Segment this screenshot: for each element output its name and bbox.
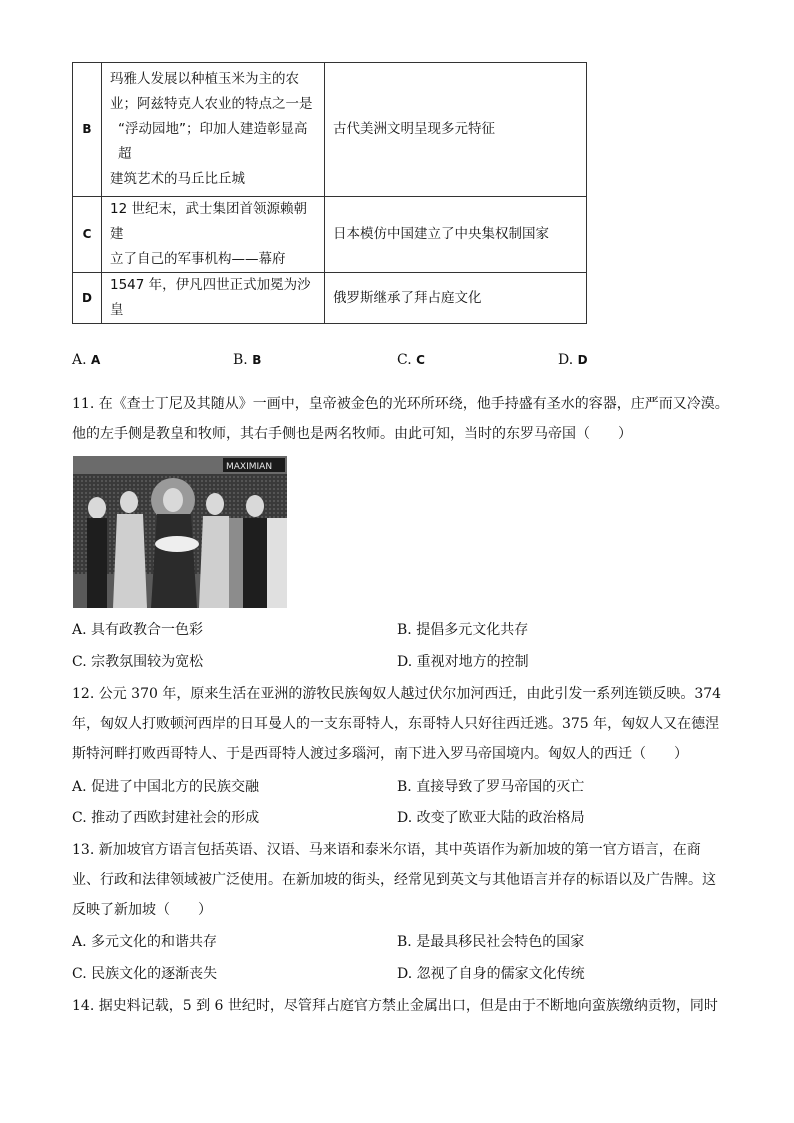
- justinian-mosaic-image: [73, 456, 287, 608]
- q11-stem-line: 他的左手侧是教皇和牧师，其右手侧也是两名牧师。由此可知，当时的东罗马帝国（ ）: [72, 426, 632, 442]
- q12-stem-line: 12. 公元 370 年，原来生活在亚洲的游牧民族匈奴人越过伏尔加河西迁，由此引发一系列连锁反映。374: [72, 686, 722, 702]
- q11-stem-line: 11. 在《查士丁尼及其随从》一画中，皇帝被金色的光环所环绕，他手持盛有圣水的容器，庄严而又冷漠。: [72, 396, 729, 412]
- q12-option-b[interactable]: B. 直接导致了罗马帝国的灭亡: [397, 779, 585, 795]
- mosaic-caption: MAXIMIAN: [226, 462, 273, 472]
- row-conclusion: 俄罗斯继承了拜占庭文化: [325, 273, 587, 324]
- q10-table: [72, 62, 587, 324]
- row-conclusion: 日本模仿中国建立了中央集权制国家: [325, 197, 587, 273]
- table-row: [73, 273, 587, 324]
- q13-option-d[interactable]: D. 忽视了自身的儒家文化传统: [397, 966, 585, 982]
- q12-stem-line: 斯特河畔打败西哥特人、于是西哥特人渡过多瑙河，南下进入罗马帝国境内。匈奴人的西迁（ ）: [72, 746, 688, 762]
- q13-stem-line: 反映了新加坡（ ）: [72, 902, 212, 918]
- mosaic-illustration: [73, 456, 287, 608]
- q11-option-d[interactable]: D. 重视对地方的控制: [397, 654, 529, 670]
- q10-option-d[interactable]: D. D: [558, 352, 588, 368]
- q13-stem-line: 13. 新加坡官方语言包括英语、汉语、马来语和泰米尔语，其中英语作为新加坡的第一官方语言，在商: [72, 842, 701, 858]
- q10-option-a[interactable]: A. A: [72, 352, 101, 368]
- q12-stem-line: 年，匈奴人打败顿河西岸的日耳曼人的一支东哥特人，东哥特人只好往西迁逃。375 年，匈奴人又在德涅: [72, 716, 720, 732]
- table-row: [73, 197, 587, 273]
- q14-stem-line: 14. 据史料记载，5 到 6 世纪时，尽管拜占庭官方禁止金属出口，但是由于不断地向蛮族缴纳贡物，同时: [72, 998, 718, 1014]
- q12-option-a[interactable]: A. 促进了中国北方的民族交融: [72, 779, 260, 795]
- q10-option-b[interactable]: B. B: [233, 352, 262, 368]
- row-event: 1547 年，伊凡四世正式加冕为沙皇: [102, 273, 325, 324]
- row-event: 玛雅人发展以种植玉米为主的农 业；阿兹特克人农业的特点之一是 “浮动园地”；印加人建造彰显高超 建筑艺术的马丘比丘城: [102, 63, 325, 197]
- row-conclusion: 古代美洲文明呈现多元特征: [325, 63, 587, 197]
- q11-option-c[interactable]: C. 宗教氛围较为宽松: [72, 654, 204, 670]
- row-label: C: [73, 197, 102, 273]
- q11-option-b[interactable]: B. 提倡多元文化共存: [397, 622, 529, 638]
- table-row: [73, 63, 587, 197]
- q13-option-c[interactable]: C. 民族文化的逐渐丧失: [72, 966, 218, 982]
- q10-option-c[interactable]: C. C: [397, 352, 425, 368]
- q11-option-a[interactable]: A. 具有政教合一色彩: [72, 622, 204, 638]
- q12-option-d[interactable]: D. 改变了欧亚大陆的政治格局: [397, 810, 585, 826]
- q13-option-b[interactable]: B. 是最具移民社会特色的国家: [397, 934, 585, 950]
- q12-option-c[interactable]: C. 推动了西欧封建社会的形成: [72, 810, 260, 826]
- q13-option-a[interactable]: A. 多元文化的和谐共存: [72, 934, 218, 950]
- q13-stem-line: 业、行政和法律领域被广泛使用。在新加坡的街头，经常见到英文与其他语言并存的标语以及广告牌。这: [72, 872, 716, 888]
- row-label: B: [73, 63, 102, 197]
- row-label: D: [73, 273, 102, 324]
- row-event: 12 世纪末，武士集团首领源赖朝建 立了自己的军事机构——幕府: [102, 197, 325, 273]
